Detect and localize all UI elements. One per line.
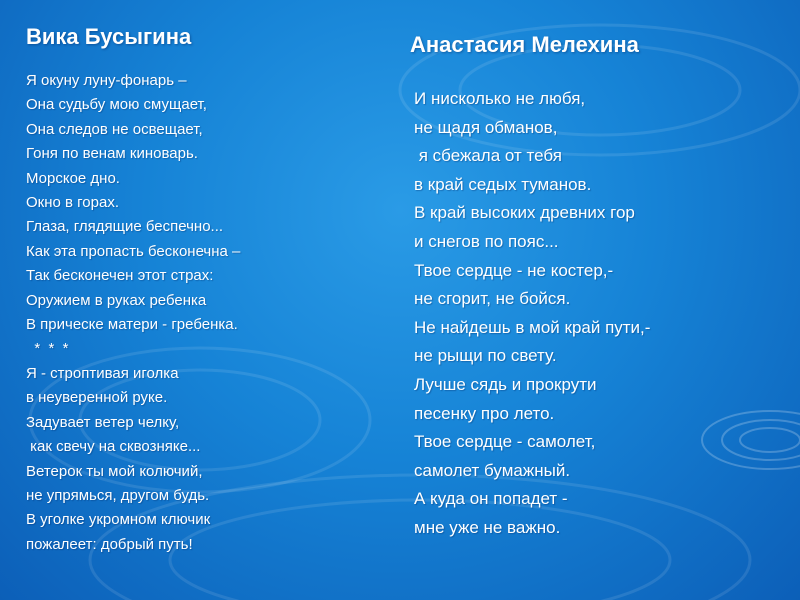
poem-line: Окно в горах.	[26, 194, 119, 212]
poem-line: Она следов не освещает,	[26, 120, 203, 138]
poem-right	[410, 32, 790, 543]
poem-line: пожалеет: добрый путь!	[26, 535, 193, 553]
poem-line: Не найдешь в мой край пути,-	[414, 317, 651, 337]
poem-line: Твое сердце - не костер,-	[414, 260, 614, 280]
poem-line: Лучше сядь и прокрути	[414, 374, 597, 394]
poem-line: не упрямься, другом будь.	[26, 486, 210, 504]
poem-line: Твое сердце - самолет,	[414, 432, 596, 452]
author-name-right: Анастасия Мелехина	[410, 32, 639, 57]
poem-line: я сбежала от тебя	[414, 146, 562, 166]
poem-line: Глаза, глядящие беспечно...	[26, 218, 224, 236]
poem-line: Я - строптивая иголка	[26, 364, 179, 382]
poem-line: * * *	[26, 340, 69, 358]
poem-line: Так бесконечен этот страх:	[26, 267, 214, 285]
poem-line: В прическе матери - гребенка.	[26, 316, 238, 334]
poem-line: В край высоких древних гор	[414, 203, 635, 223]
poem-line: Как эта пропасть бесконечна –	[26, 242, 241, 260]
poem-line: Гоня по венам киноварь.	[26, 145, 198, 163]
poem-line: Оружием в руках ребенка	[26, 291, 207, 309]
poem-line: не рыщи по свету.	[414, 346, 557, 366]
poem-line: самолет бумажный.	[414, 460, 571, 480]
poem-lines-right	[410, 85, 790, 543]
poem-line: И нисколько не любя,	[414, 89, 586, 108]
author-name-left: Вика Бусыгина	[26, 24, 192, 49]
poem-line: и снегов по пояс...	[414, 231, 559, 251]
poem-line: не сгорит, не бойся.	[414, 289, 571, 309]
poem-line: Я окуну луну-фонарь –	[26, 72, 187, 89]
poem-line: Ветерок ты мой колючий,	[26, 462, 203, 480]
poem-lines-left	[26, 69, 366, 557]
poem-line: А куда он попадет -	[414, 489, 568, 509]
poem-left	[26, 24, 366, 557]
poem-line: не щадя обманов,	[414, 117, 558, 137]
poem-line: в край седых туманов.	[414, 174, 592, 194]
poem-line: как свечу на сквозняке...	[26, 438, 201, 456]
poem-line: Морское дно.	[26, 169, 120, 187]
poem-line: мне уже не важно.	[414, 517, 561, 537]
poem-line: в неуверенной руке.	[26, 389, 168, 407]
poem-line: Она судьбу мою смущает,	[26, 96, 207, 114]
poem-line: Задувает ветер челку,	[26, 413, 180, 431]
poem-line: В уголке укромном ключик	[26, 511, 211, 529]
poem-line: песенку про лето.	[414, 403, 555, 423]
